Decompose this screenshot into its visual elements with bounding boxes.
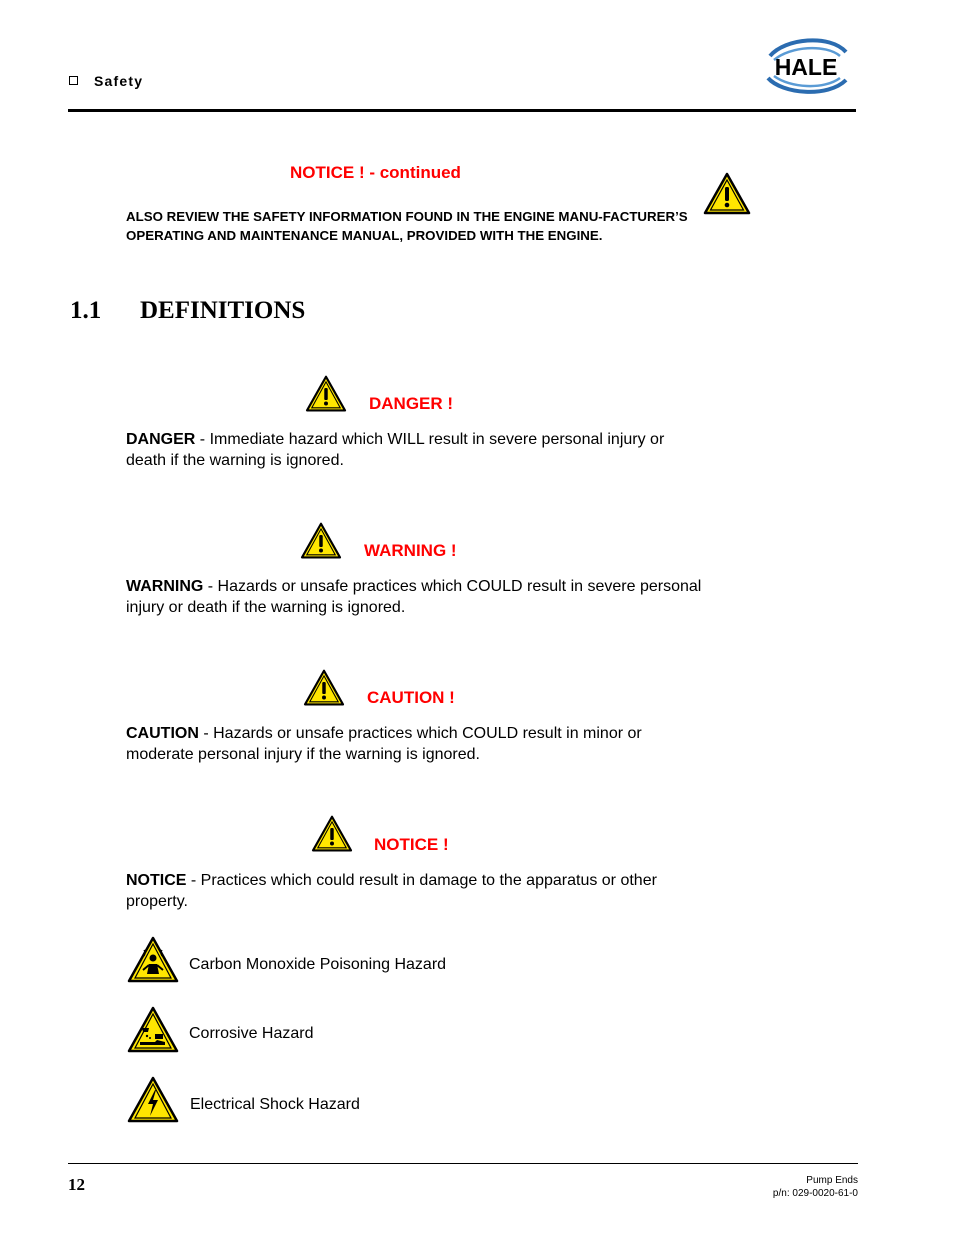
caution-description: - Hazards or unsafe practices which COULD result in minor or moderate personal injury if the warning is ignored.: [126, 725, 642, 763]
footer-rule: [68, 1163, 858, 1164]
warning-triangle-icon: [703, 172, 751, 216]
warning-definition: [126, 577, 706, 618]
header-bullet-box: [69, 76, 78, 85]
carbon-monoxide-hazard-label: Carbon Monoxide Poisoning Hazard: [189, 956, 447, 973]
notice-warning-icon: [311, 815, 353, 853]
footer-part-number: p/n: 029-0020-61-0: [772, 1188, 858, 1199]
header-rule: [68, 109, 856, 112]
warning-heading: WARNING !: [364, 541, 457, 560]
header-section-title: Safety: [94, 73, 144, 89]
caution-term: CAUTION: [126, 725, 199, 742]
logo-text: HALE: [774, 54, 838, 80]
caution-definition: [126, 724, 706, 765]
notice-term: NOTICE: [126, 872, 187, 889]
page-number: 12: [68, 1175, 85, 1194]
hale-logo: [760, 36, 852, 98]
notice-definition: [126, 871, 706, 912]
section-title: [70, 297, 305, 325]
notice-description: - Practices which could result in damage to the apparatus or other property.: [126, 872, 657, 910]
warning-icon: [300, 522, 342, 560]
danger-term: DANGER: [126, 431, 196, 448]
corrosive-hazard-label: Corrosive Hazard: [189, 1025, 314, 1042]
warning-term: WARNING: [126, 578, 204, 595]
section-number: 1.1: [70, 297, 102, 324]
notice-heading: NOTICE !: [374, 835, 449, 854]
notice-continued-text: ALSO REVIEW THE SAFETY INFORMATION FOUND IN THE ENGINE MANU-FACTURER’S OPERATING AND MAINTENANCE MANUAL, PROVIDED WITH THE ENGINE.: [126, 209, 688, 243]
caution-warning-icon: [303, 669, 345, 707]
danger-definition: [126, 430, 706, 471]
notice-continued-heading: NOTICE ! - continued: [290, 163, 461, 182]
danger-warning-icon: [305, 375, 347, 413]
electrical-shock-hazard-icon: [127, 1076, 179, 1124]
caution-heading: CAUTION !: [367, 688, 455, 707]
corrosive-hazard-icon: [127, 1006, 179, 1054]
danger-heading: DANGER !: [369, 394, 454, 413]
footer-doc-title: Pump Ends: [806, 1175, 858, 1186]
danger-description: - Immediate hazard which WILL result in severe personal injury or death if the warning is ignored.: [126, 431, 665, 469]
section-title-text: DEFINITIONS: [140, 297, 306, 324]
electrical-shock-hazard-label: Electrical Shock Hazard: [190, 1096, 360, 1113]
carbon-monoxide-hazard-icon: [127, 936, 179, 984]
warning-description: - Hazards or unsafe practices which COULD result in severe personal injury or death if the warning is ignored.: [126, 578, 702, 616]
